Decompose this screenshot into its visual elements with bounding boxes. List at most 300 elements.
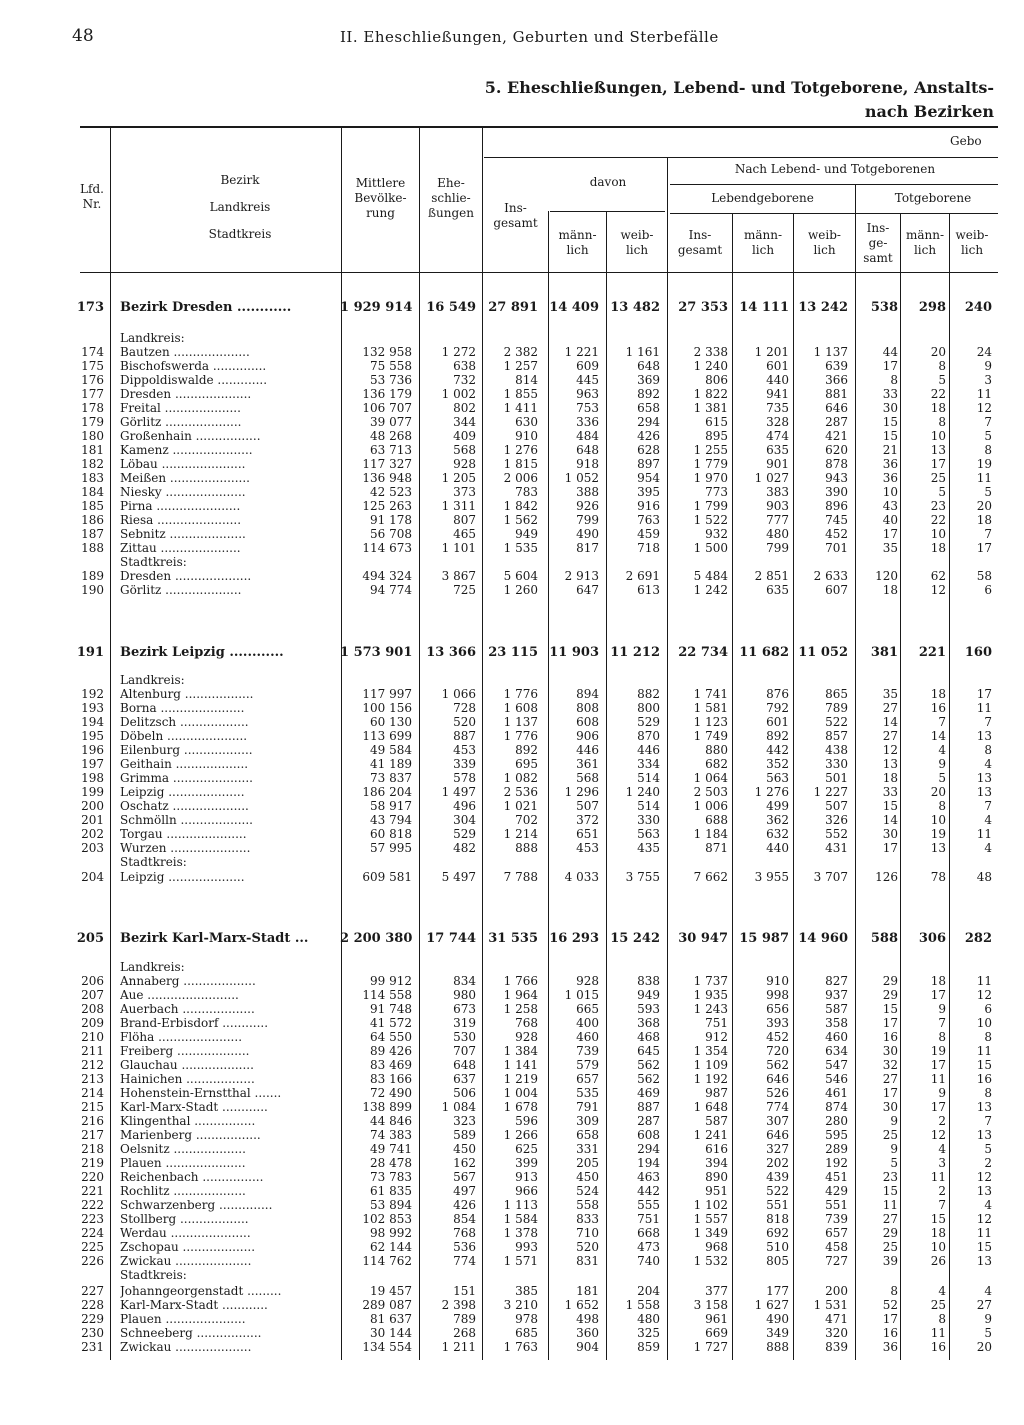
cell-value: 1 113 (503, 1198, 538, 1212)
cell-value: 5 (938, 373, 946, 387)
row-number: 179 (81, 415, 104, 429)
table-row (0, 1016, 1024, 1030)
cell-value: 453 (576, 841, 599, 855)
cell-value: 186 204 (362, 785, 412, 799)
cell-value: 10 (930, 1240, 946, 1254)
cell-value: 280 (825, 1114, 848, 1128)
cell-value: 381 (870, 645, 898, 660)
cell-value: 61 835 (370, 1184, 412, 1198)
table-row (0, 1030, 1024, 1044)
cell-value: 36 (882, 471, 898, 485)
cell-value: 805 (766, 1254, 789, 1268)
row-number: 205 (76, 931, 104, 946)
cell-value: 601 (766, 359, 789, 373)
cell-value: 309 (576, 1114, 599, 1128)
cell-value: 578 (453, 771, 476, 785)
cell-value: 221 (918, 645, 946, 660)
cell-value: 63 713 (370, 443, 412, 457)
cell-value: 595 (825, 1128, 848, 1142)
cell-value: 377 (705, 1284, 728, 1298)
cell-value: 27 353 (678, 300, 728, 315)
table-row (0, 813, 1024, 827)
cell-value: 16 (882, 1030, 898, 1044)
cell-value: 637 (453, 1072, 476, 1086)
cell-value: 125 263 (362, 499, 412, 513)
cell-value: 1 109 (693, 1058, 728, 1072)
row-number: 222 (81, 1198, 104, 1212)
row-name: Altenburg .................. (120, 687, 254, 701)
section-label-row (0, 555, 1024, 569)
row-name: Zschopau ................... (120, 1240, 256, 1254)
cell-value: 8 (938, 359, 946, 373)
table-row (0, 1142, 1024, 1156)
row-number: 225 (81, 1240, 104, 1254)
cell-value: 1 557 (693, 1212, 728, 1226)
row-number: 180 (81, 429, 104, 443)
cell-value: 563 (766, 771, 789, 785)
row-name: Klingenthal ................ (120, 1114, 256, 1128)
cell-value: 19 (976, 457, 992, 471)
cell-value: 530 (453, 1030, 476, 1044)
header-tg-insgesamt: Ins- ge- samt (863, 221, 893, 265)
row-name: Karl-Marx-Stadt ............ (120, 1298, 268, 1312)
cell-value: 10 (882, 485, 898, 499)
cell-value: 8 (938, 1030, 946, 1044)
cell-value: 892 (766, 729, 789, 743)
cell-value: 1 242 (693, 583, 728, 597)
cell-value: 630 (515, 415, 538, 429)
cell-value: 22 734 (678, 645, 728, 660)
cell-value: 17 (882, 359, 898, 373)
cell-value: 15 (976, 1240, 992, 1254)
cell-value: 400 (576, 1016, 599, 1030)
cell-value: 1 349 (693, 1226, 728, 1240)
cell-value: 563 (637, 827, 660, 841)
header-rule-gebo (484, 157, 998, 158)
cell-value: 609 581 (362, 870, 412, 884)
cell-value: 19 (930, 1044, 946, 1058)
row-number: 193 (81, 701, 104, 715)
cell-value: 799 (766, 541, 789, 555)
cell-value: 4 (938, 1284, 946, 1298)
row-number: 214 (81, 1086, 104, 1100)
cell-value: 658 (576, 1128, 599, 1142)
cell-value: 56 708 (370, 527, 412, 541)
cell-value: 720 (766, 1044, 789, 1058)
cell-value: 12 (882, 743, 898, 757)
cell-value: 791 (576, 1100, 599, 1114)
row-name: Großenhain ................. (120, 429, 261, 443)
cell-value: 429 (825, 1184, 848, 1198)
row-number: 215 (81, 1100, 104, 1114)
header-totgeborene: Totgeborene (894, 191, 972, 205)
cell-value: 494 324 (362, 569, 412, 583)
row-number: 210 (81, 1030, 104, 1044)
cell-value: 774 (766, 1100, 789, 1114)
cell-value: 954 (637, 471, 660, 485)
cell-value: 928 (453, 457, 476, 471)
table-row (0, 1298, 1024, 1312)
row-name: Bischofswerda .............. (120, 359, 267, 373)
cell-value: 1 608 (503, 701, 538, 715)
cell-value: 615 (705, 415, 728, 429)
cell-value: 11 (976, 1044, 992, 1058)
row-name: Eilenburg .................. (120, 743, 253, 757)
cell-value: 634 (825, 1044, 848, 1058)
cell-value: 113 699 (362, 729, 412, 743)
cell-value: 25 (882, 1128, 898, 1142)
cell-value: 435 (637, 841, 660, 855)
row-name: Schneeberg ................. (120, 1326, 262, 1340)
row-name: Aue ........................ (120, 988, 239, 1002)
cell-value: 445 (576, 373, 599, 387)
cell-value: 551 (825, 1198, 848, 1212)
table-row (0, 1212, 1024, 1226)
row-name: Freital .................... (120, 401, 241, 415)
table-title-line-1: 5. Eheschließungen, Lebend- und Totgeborene, Anstalts- (484, 78, 994, 97)
cell-value: 658 (637, 401, 660, 415)
cell-value: 881 (825, 387, 848, 401)
row-name: Grimma ..................... (120, 771, 253, 785)
cell-value: 62 (930, 569, 946, 583)
table-row (0, 1002, 1024, 1016)
cell-value: 20 (930, 785, 946, 799)
row-name: Plauen ..................... (120, 1156, 246, 1170)
cell-value: 32 (882, 1058, 898, 1072)
cell-value: 17 (976, 541, 992, 555)
cell-value: 8 (984, 743, 992, 757)
row-number: 191 (76, 645, 104, 660)
cell-value: 373 (453, 485, 476, 499)
cell-value: 668 (637, 1226, 660, 1240)
cell-value: 827 (825, 974, 848, 988)
header-davon: davon (589, 175, 627, 189)
cell-value: 1 822 (693, 387, 728, 401)
row-number: 213 (81, 1072, 104, 1086)
row-name: Bezirk Dresden ............ (120, 301, 292, 315)
cell-value: 669 (705, 1326, 728, 1340)
cell-value: 5 (938, 485, 946, 499)
cell-value: 15 (882, 799, 898, 813)
cell-value: 546 (825, 1072, 848, 1086)
header-gebo: Gebo (950, 134, 982, 148)
cell-value: 514 (637, 771, 660, 785)
cell-value: 710 (576, 1226, 599, 1240)
cell-value: 535 (576, 1086, 599, 1100)
row-name: Marienberg ................. (120, 1128, 261, 1142)
cell-value: 496 (453, 799, 476, 813)
row-name: Zwickau .................... (120, 1340, 252, 1354)
row-number: 181 (81, 443, 104, 457)
cell-value: 1 558 (625, 1298, 660, 1312)
cell-value: 773 (705, 485, 728, 499)
cell-value: 1 727 (693, 1340, 728, 1354)
cell-value: 1 276 (503, 443, 538, 457)
cell-value: 5 (938, 771, 946, 785)
cell-value: 1 082 (503, 771, 538, 785)
row-number: 230 (81, 1326, 104, 1340)
row-number: 220 (81, 1170, 104, 1184)
cell-value: 522 (766, 1184, 789, 1198)
cell-value: 524 (576, 1184, 599, 1198)
row-number: 203 (81, 841, 104, 855)
cell-value: 138 899 (362, 1100, 412, 1114)
bezirk-row (0, 646, 1024, 660)
row-name: Landkreis: (120, 673, 185, 687)
table-row (0, 527, 1024, 541)
cell-value: 608 (576, 715, 599, 729)
row-number: 207 (81, 988, 104, 1002)
row-name: Annaberg ................... (120, 974, 256, 988)
cell-value: 9 (890, 1142, 898, 1156)
cell-value: 20 (976, 499, 992, 513)
cell-value: 987 (705, 1086, 728, 1100)
cell-value: 656 (766, 1002, 789, 1016)
cell-value: 1 411 (503, 401, 538, 415)
cell-value: 460 (576, 1030, 599, 1044)
cell-value: 30 (882, 1044, 898, 1058)
cell-value: 4 (938, 743, 946, 757)
cell-value: 29 (882, 1226, 898, 1240)
cell-value: 951 (705, 1184, 728, 1198)
cell-value: 12 (930, 583, 946, 597)
cell-value: 461 (825, 1086, 848, 1100)
cell-value: 1 002 (441, 387, 476, 401)
bezirk-row (0, 301, 1024, 315)
cell-value: 14 (882, 715, 898, 729)
cell-value: 831 (576, 1254, 599, 1268)
cell-value: 438 (825, 743, 848, 757)
cell-value: 43 (882, 499, 898, 513)
table-row (0, 1114, 1024, 1128)
cell-value: 41 572 (370, 1016, 412, 1030)
cell-value: 547 (825, 1058, 848, 1072)
cell-value: 1 779 (693, 457, 728, 471)
row-number: 187 (81, 527, 104, 541)
cell-value: 22 (930, 387, 946, 401)
cell-value: 1 101 (441, 541, 476, 555)
cell-value: 15 (882, 1184, 898, 1198)
cell-value: 330 (825, 757, 848, 771)
row-number: 204 (81, 870, 104, 884)
cell-value: 657 (576, 1072, 599, 1086)
cell-value: 1 296 (564, 785, 599, 799)
header-insgesamt: Ins- gesamt (493, 201, 538, 230)
table-row (0, 827, 1024, 841)
cell-value: 1 815 (503, 457, 538, 471)
cell-value: 620 (825, 443, 848, 457)
cell-value: 1 381 (693, 401, 728, 415)
row-name: Hohenstein-Ernstthal ....... (120, 1086, 282, 1100)
cell-value: 892 (515, 743, 538, 757)
cell-value: 369 (637, 373, 660, 387)
cell-value: 768 (515, 1016, 538, 1030)
cell-value: 334 (637, 757, 660, 771)
table-title (474, 76, 994, 124)
cell-value: 912 (705, 1030, 728, 1044)
cell-value: 18 (930, 974, 946, 988)
cell-value: 53 894 (370, 1198, 412, 1212)
cell-value: 60 818 (370, 827, 412, 841)
row-number: 173 (76, 300, 104, 315)
cell-value: 2 398 (441, 1298, 476, 1312)
cell-value: 62 144 (370, 1240, 412, 1254)
cell-value: 735 (766, 401, 789, 415)
cell-value: 73 783 (370, 1170, 412, 1184)
row-name: Oschatz .................... (120, 799, 249, 813)
cell-value: 943 (825, 471, 848, 485)
cell-value: 13 (882, 757, 898, 771)
cell-value: 287 (825, 415, 848, 429)
cell-value: 2 503 (693, 785, 728, 799)
table-row (0, 471, 1024, 485)
table-row (0, 499, 1024, 513)
cell-value: 362 (766, 813, 789, 827)
cell-value: 366 (825, 373, 848, 387)
page-number: 48 (72, 26, 94, 46)
cell-value: 1 970 (693, 471, 728, 485)
cell-value: 616 (705, 1142, 728, 1156)
cell-value: 587 (705, 1114, 728, 1128)
cell-value: 928 (576, 974, 599, 988)
cell-value: 751 (705, 1016, 728, 1030)
cell-value: 878 (825, 457, 848, 471)
cell-value: 200 (825, 1284, 848, 1298)
cell-value: 688 (705, 813, 728, 827)
cell-value: 27 (882, 729, 898, 743)
table-row (0, 771, 1024, 785)
header-bottom-rule (80, 272, 998, 273)
cell-value: 1 004 (503, 1086, 538, 1100)
cell-value: 978 (515, 1312, 538, 1326)
table-row (0, 569, 1024, 583)
cell-value: 13 (976, 729, 992, 743)
cell-value: 501 (825, 771, 848, 785)
cell-value: 7 (984, 1114, 992, 1128)
cell-value: 482 (453, 841, 476, 855)
cell-value: 28 478 (370, 1156, 412, 1170)
cell-value: 7 (938, 715, 946, 729)
cell-value: 2 851 (754, 569, 789, 583)
cell-value: 459 (637, 527, 660, 541)
cell-value: 588 (870, 931, 898, 946)
cell-value: 1 123 (693, 715, 728, 729)
cell-value: 5 497 (441, 870, 476, 884)
cell-value: 117 327 (362, 457, 412, 471)
table-row (0, 359, 1024, 373)
row-name: Schwarzenberg .............. (120, 1198, 273, 1212)
cell-value: 474 (766, 429, 789, 443)
cell-value: 522 (825, 715, 848, 729)
row-name: Dippoldiswalde ............. (120, 373, 268, 387)
cell-value: 395 (637, 485, 660, 499)
cell-value: 807 (453, 513, 476, 527)
cell-value: 81 637 (370, 1312, 412, 1326)
cell-value: 638 (453, 359, 476, 373)
row-name: Dresden .................... (120, 387, 252, 401)
row-number: 206 (81, 974, 104, 988)
header-top-rule (80, 126, 998, 128)
cell-value: 15 (882, 1002, 898, 1016)
cell-value: 181 (576, 1284, 599, 1298)
cell-value: 16 549 (426, 300, 476, 315)
cell-value: 83 166 (370, 1072, 412, 1086)
cell-value: 792 (766, 701, 789, 715)
cell-value: 1 211 (441, 1340, 476, 1354)
cell-value: 48 (976, 870, 992, 884)
cell-value: 30 (882, 1100, 898, 1114)
cell-value: 19 (930, 827, 946, 841)
row-name: Bezirk Karl-Marx-Stadt ... (120, 932, 309, 946)
cell-value: 1 354 (693, 1044, 728, 1058)
cell-value: 83 469 (370, 1058, 412, 1072)
cell-value: 5 604 (503, 569, 538, 583)
cell-value: 431 (825, 841, 848, 855)
cell-value: 510 (766, 1240, 789, 1254)
cell-value: 834 (453, 974, 476, 988)
cell-value: 1 258 (503, 1002, 538, 1016)
cell-value: 469 (637, 1086, 660, 1100)
cell-value: 453 (453, 743, 476, 757)
cell-value: 632 (766, 827, 789, 841)
cell-value: 1 799 (693, 499, 728, 513)
cell-value: 27 (882, 701, 898, 715)
cell-value: 1 532 (693, 1254, 728, 1268)
cell-value: 11 (976, 701, 992, 715)
cell-value: 887 (453, 729, 476, 743)
cell-value: 99 912 (370, 974, 412, 988)
cell-value: 718 (637, 541, 660, 555)
cell-value: 587 (825, 1002, 848, 1016)
cell-value: 446 (637, 743, 660, 757)
cell-value: 344 (453, 415, 476, 429)
running-head: II. Eheschließungen, Geburten und Sterbefälle (340, 28, 719, 46)
table-row (0, 1198, 1024, 1212)
cell-value: 13 (976, 771, 992, 785)
cell-value: 18 (976, 513, 992, 527)
cell-value: 25 (930, 471, 946, 485)
cell-value: 1 581 (693, 701, 728, 715)
cell-value: 507 (576, 799, 599, 813)
row-name: Torgau ..................... (120, 827, 247, 841)
cell-value: 23 115 (488, 645, 538, 660)
cell-value: 937 (825, 988, 848, 1002)
cell-value: 1 192 (693, 1072, 728, 1086)
cell-value: 555 (637, 1198, 660, 1212)
header-lebendgeborene: Lebendgeborene (711, 191, 814, 205)
cell-value: 1 064 (693, 771, 728, 785)
table-row (0, 1044, 1024, 1058)
cell-value: 1 573 901 (340, 645, 413, 660)
cell-value: 1 497 (441, 785, 476, 799)
header-bevoelkerung: Mittlere Bevölke- rung (354, 176, 407, 220)
cell-value: 319 (453, 1016, 476, 1030)
cell-value: 774 (453, 1254, 476, 1268)
cell-value: 9 (938, 1086, 946, 1100)
cell-value: 529 (453, 827, 476, 841)
row-number: 221 (81, 1184, 104, 1198)
cell-value: 1 137 (503, 715, 538, 729)
cell-value: 287 (637, 1114, 660, 1128)
cell-value: 8 (938, 1312, 946, 1326)
row-number: 190 (81, 583, 104, 597)
table-row (0, 715, 1024, 729)
cell-value: 6 (984, 1002, 992, 1016)
cell-value: 966 (515, 1184, 538, 1198)
cell-value: 728 (453, 701, 476, 715)
cell-value: 23 (930, 499, 946, 513)
cell-value: 15 (930, 1212, 946, 1226)
